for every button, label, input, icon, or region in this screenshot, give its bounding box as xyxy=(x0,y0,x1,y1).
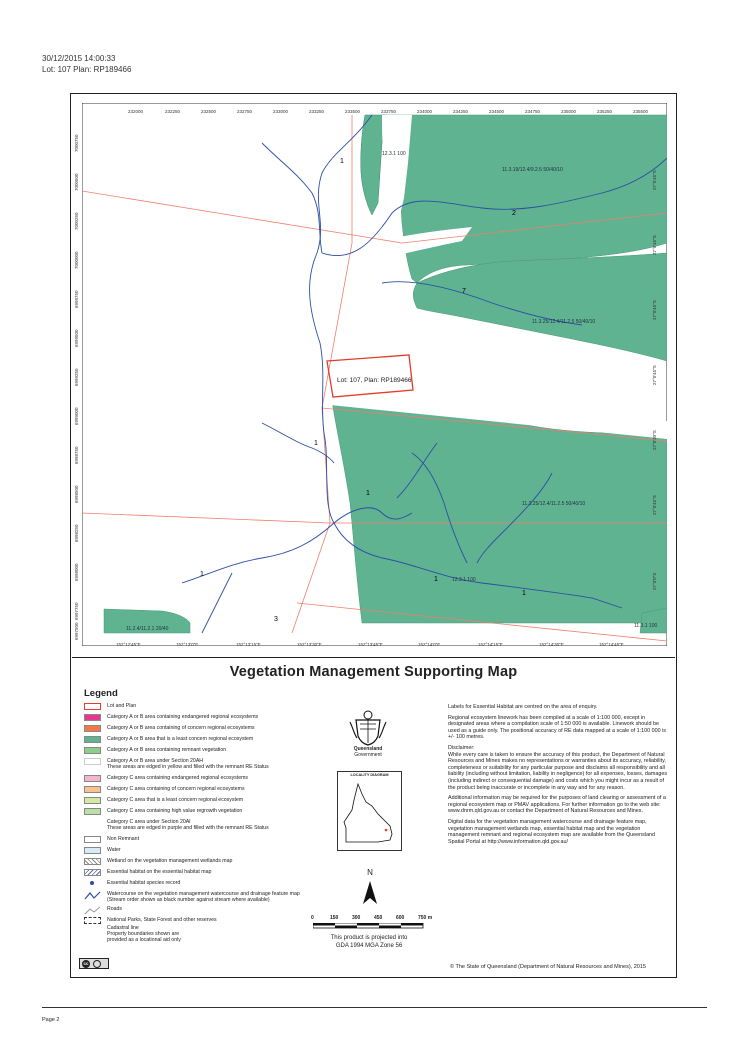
color-swatch xyxy=(84,836,101,843)
projection-line-1: This product is projected into xyxy=(330,935,408,941)
map-title: Vegetation Management Supporting Map xyxy=(229,664,518,680)
disclaimer-text: While every care is taken to ensure the accuracy of this product, the Department of Natural Resources and Mines makes no representations or warranties about its accuracy, reliability, completeness or suitability for any particular purpose and disclaims all responsibility and all liability (including without limitation, liability in negligence) for all expenses, losses, damages (including indirect or consequential damage) and costs which you might incur as a result of the product being inaccurate or incomplete in any way and for any reason. xyxy=(448,751,668,791)
svg-text:1: 1 xyxy=(314,440,318,447)
cc-license-badge[interactable] xyxy=(79,958,109,969)
page-number: Page 2 xyxy=(42,1017,60,1023)
projection-line-2: GDA 1994 MGA Zone 56 xyxy=(335,943,403,949)
locality-diagram: LOCALITY DIAGRAM xyxy=(337,771,402,851)
svg-text:2: 2 xyxy=(512,210,516,217)
north-arrow: N xyxy=(360,868,380,908)
svg-text:1: 1 xyxy=(340,158,344,165)
reserve-swatch xyxy=(84,917,101,924)
scale-bar-graphic xyxy=(313,923,425,929)
re-label: 11.3.25/12.4/11.2.5 50/40/10 xyxy=(532,319,596,325)
lot-plan-header: Lot: 107 Plan: RP189466 xyxy=(42,65,132,74)
additional-info: Additional information may be required for the purposes of land clearing or assessment of a regional ecosystem map or PMAV applications. For further information go to the web site: www.dnrm.qld.gov.au or contact the Department of Natural Resources and Mines. xyxy=(448,795,666,815)
svg-text:3: 3 xyxy=(274,616,278,623)
government-crest: Queensland Government xyxy=(348,708,388,763)
color-swatch xyxy=(84,808,101,815)
color-swatch xyxy=(84,775,101,782)
map-panel[interactable] xyxy=(82,103,667,646)
copyright-notice: © The State of Queensland (Department of Natural Resources and Mines), 2015 xyxy=(450,964,646,970)
map-divider xyxy=(72,657,675,658)
color-swatch xyxy=(84,786,101,793)
re-label: 11.3.19/12.4/9.2.5 50/40/10 xyxy=(502,167,563,173)
color-swatch xyxy=(84,758,101,765)
essential-habitat-note: Labels for Essential Habitat are centred on the area of enquiry. xyxy=(448,704,598,710)
color-swatch xyxy=(84,714,101,721)
footer-rule xyxy=(42,1007,707,1008)
digital-data-info: Digital data for the vegetation management watercourse and drainage feature map, vegetation management wetlands map, essential habitat map and the vegetation management remnant and regional ecosystem map are available from the Queensland Spatial Portal at http://www.information.qld.gov.au/ xyxy=(448,818,656,845)
svg-text:1: 1 xyxy=(200,571,204,578)
species-record-icon xyxy=(90,881,94,885)
queensland-outline-icon xyxy=(338,780,401,850)
re-label: 12.3.1 100 xyxy=(452,577,476,583)
hatch-swatch xyxy=(84,858,101,865)
legend-heading: Legend xyxy=(84,688,118,699)
color-swatch xyxy=(84,725,101,732)
color-swatch xyxy=(84,747,101,754)
hatch-swatch xyxy=(84,869,101,876)
svg-text:7: 7 xyxy=(462,288,466,295)
north-arrow-icon xyxy=(360,880,380,906)
svg-text:1: 1 xyxy=(434,576,438,583)
print-timestamp: 30/12/2015 14:00:33 xyxy=(42,54,116,63)
color-swatch xyxy=(84,797,101,804)
scale-bar: 0 150 300 450 600 750 m This product is projected into GDA 1994 MGA Zone 56 xyxy=(311,915,433,949)
svg-text:1: 1 xyxy=(522,590,526,597)
road-icon xyxy=(84,906,101,915)
cc-icon: cc xyxy=(83,961,89,966)
info-text-block xyxy=(448,704,668,849)
legend: Lot and Plan Category A or B area containing endangered regional ecosystems Category A or B area containing of concern regional ecosystems Category A or B area that is a least concern regional ecosystem Category A or B area containing remnant vegetation Category A or B area under Section 20AH These areas are edged in yellow and filled with the remnant RE Status Category C area containing endangered regional ecosystems Category C area containing of concern regional ecosystems Category C area that is a least concern regional ecosystem Category C area containing high value regrowth vegetation Category C area under Section 20AI These areas are edged in purple and filled with the remnant RE Status Non Remnant Water Wetland on the vegetation management wetlands map Essential habitat on the essential habitat map Essential habitat species record Watercourse on the vegetation management watercourse and drainage feature map (Stream order shown as black number against stream where available) Roads National Parks, State Forest and other reserves Cadastral line Property boundaries shown are provided as a locational aid only xyxy=(84,703,324,948)
re-label: 11.3.25/12.4/11.2.5 50/40/10 xyxy=(522,501,586,507)
attribution-icon xyxy=(93,960,101,968)
watercourse-icon xyxy=(84,891,101,900)
color-swatch xyxy=(84,736,101,743)
svg-text:1: 1 xyxy=(366,490,370,497)
linework-note: Regional ecosystem linework has been compiled at a scale of 1:100 000, except in designated areas where a compilation scale of 1:50 000 is available. Linework should be used as a guide only. The positional accuracy of RE data mapped at a scale of 1:100 000 is +/- 100 metres. xyxy=(448,714,666,741)
color-swatch xyxy=(84,847,101,854)
vegetation-map xyxy=(82,103,667,646)
crest-icon xyxy=(348,708,388,746)
disclaimer-heading: Disclaimer: xyxy=(448,744,475,751)
lot-swatch xyxy=(84,703,101,710)
re-label: 11.2.4/11.2.1 20/40 xyxy=(126,626,169,632)
re-label: 12.3.1 100 xyxy=(382,151,406,157)
re-label: 11.3.1 100 xyxy=(634,623,658,629)
lot-label: Lot: 107, Plan: RP189466 xyxy=(337,377,412,384)
